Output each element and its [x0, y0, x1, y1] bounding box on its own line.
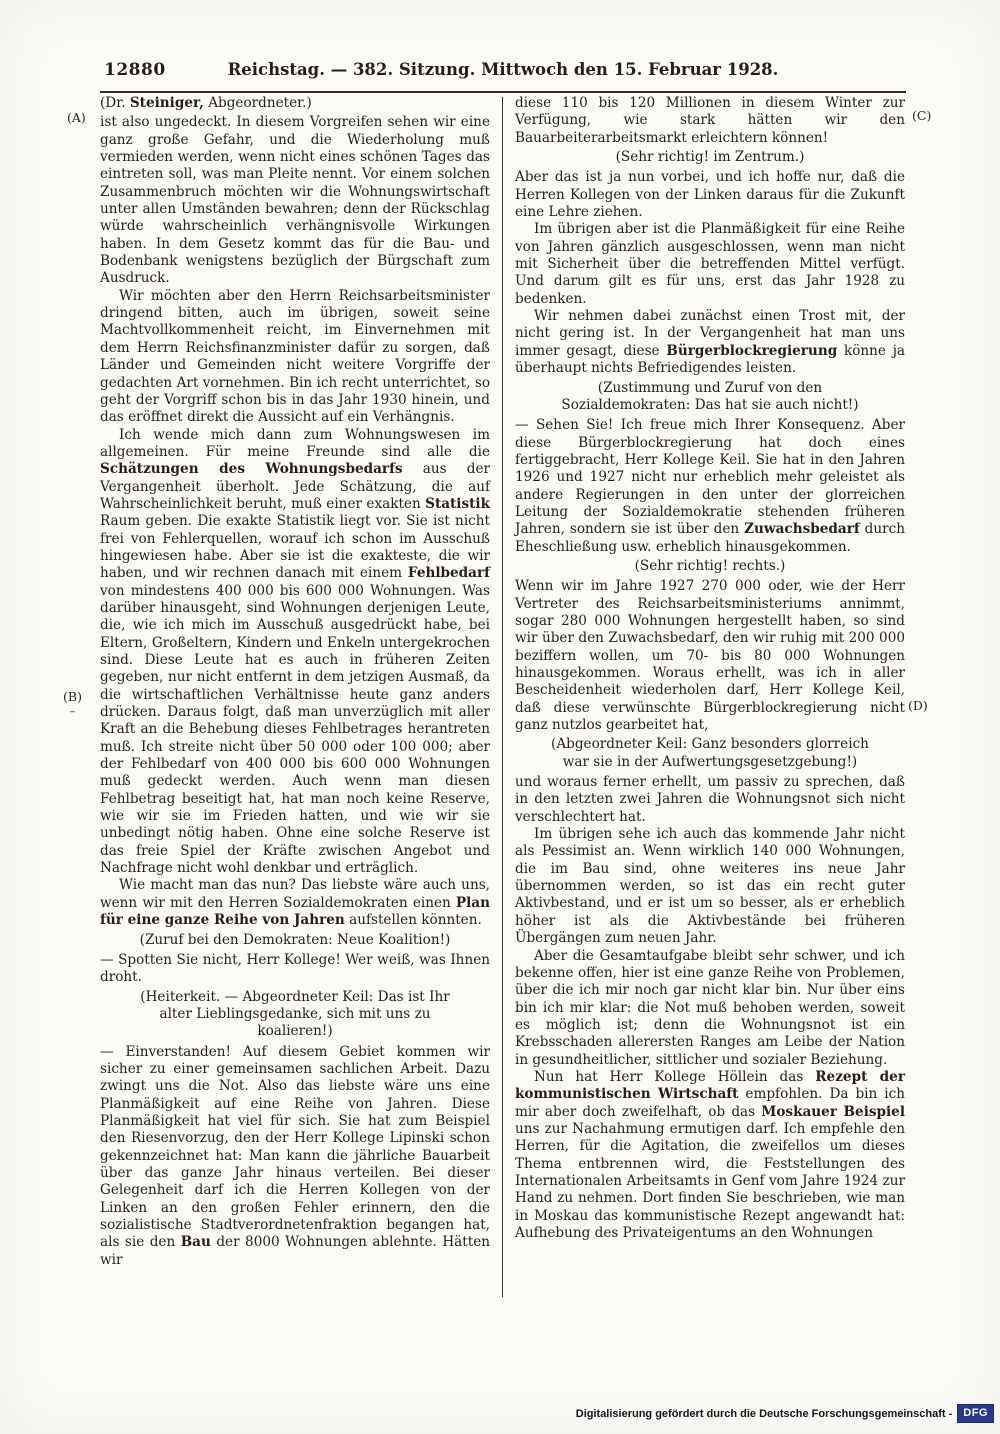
paragraph: Im übrigen sehe ich auch das kommende Jahr nicht als Pessimist an. Wenn wirklich 140 000 Wohnungen, die im Bau sind, ohne weiteres ins neue Jahr übernommen werden, so ist das ein recht guter Aktivbestand, und er ist um so besser, als er erheblich höher ist als die Aktivbestände bei früheren Übergängen zum neuen Jahr. — [515, 826, 905, 947]
margin-label-d: (D) — [908, 698, 928, 713]
interjection: (Heiterkeit. — Abgeordneter Keil: Das ist Ihr alter Lieblingsgedanke, sich mit uns zu koalieren!) — [140, 988, 450, 1040]
paragraph: Nun hat Herr Kollege Höllein das Rezept der kommunistischen Wirtschaft empfohlen. Da bin ich mir aber doch zweifelhaft, ob das Moskauer Beispiel uns zur Nachahmung ermutigen darf. Ich empfehle den Herren, für die Agitation, die zweifellos um dieses Thema entbrennen wird, die Feststellungen des Internationalen Arbeitsamts in Genf vom Jahre 1924 zur Hand zu nehmen. Dort finden Sie beschrieben, wie man in Moskau das kommunistische Rezept angewandt hat: Aufhebung des Privateigentums an den Wohnungen — [515, 1068, 905, 1241]
paragraph: und woraus ferner erhellt, um passiv zu sprechen, daß in den letzten zwei Jahren die Wohnungsnot sich nicht verschlechtert hat. — [515, 774, 905, 825]
dfg-logo: DFG — [957, 1404, 994, 1423]
interjection: (Zuruf bei den Demokraten: Neue Koalition!) — [139, 931, 451, 948]
speaker-line: (Dr. Steiniger, Abgeordneter.) — [100, 95, 312, 111]
margin-label-a: (A) — [67, 110, 86, 125]
paragraph: — Sehen Sie! Ich freue mich Ihrer Konsequenz. Aber diese Bürgerblockregierung hat doch eines fertiggebracht, Herr Kollege Keil. Sie hat in den Jahren 1926 und 1927 nicht nur erheblich mehr geleistet als andere Regierungen in den unter der glorreichen Leitung der Sozialdemokratie stehenden früheren Jahren, sondern sie ist über den Zuwachsbedarf durch Eheschließung usw. erheblich hinausgekommen. — [515, 417, 905, 555]
paragraph: Wie macht man das nun? Das liebste wäre auch uns, wenn wir mit den Herren Sozialdemokraten einen Plan für eine ganze Reihe von Jahren aufstellen könnten. — [100, 877, 490, 929]
interjection: (Sehr richtig! rechts.) — [634, 557, 786, 574]
header-rule — [100, 91, 906, 93]
page-number: 12880 — [104, 60, 166, 80]
paragraph: — Einverstanden! Auf diesem Gebiet kommen wir sicher zu einer gemeinsamen sachlichen Arbeit. Dazu zwingt uns die Not. Also das liebste wäre uns eine Planmäßigkeit auf eine Reihe von Jahren. Diese Planmäßigkeit hat viel für sich. Sie hat zum Beispiel den Riesenvorzug, den der Herr Kollege Lipinski schon gekennzeichnet hat: Man kann die jährliche Bauarbeit über das ganze Jahr hinaus verteilen. Bei dieser Gelegenheit darf ich die Herren Kollegen von der Linken an den großen Fehler erinnern, den die sozialistische Stadtverordnetenfraktion begangen hat, als sie den Bau der 8000 Wohnungen ablehnte. Hätten wir — [100, 1043, 490, 1268]
left-column — [100, 95, 490, 1297]
footer-credit-text: Digitalisierung gefördert durch die Deutsche Forschungsgemeinschaft - — [575, 1407, 953, 1420]
paragraph: Wir nehmen dabei zunächst einen Trost mit, der nicht gering ist. In der Vergangenheit hat man uns immer gesagt, diese Bürgerblockregierung könne ja überhaupt nichts Befriedigendes leisten. — [515, 308, 906, 377]
page-title: Reichstag. — 382. Sitzung. Mittwoch den 15. Februar 1928. — [227, 60, 779, 79]
margin-label-c: (C) — [912, 108, 932, 123]
text-columns — [100, 95, 906, 1297]
interjection: (Abgeordneter Keil: Ganz besonders glorreich war sie in der Aufwertungsgesetzgebung!) — [551, 736, 869, 770]
paragraph: Wir möchten aber den Herrn Reichsarbeitsminister dringend bitten, auch im übrigen, soweit seine Machtvollkommenheit reicht, im Einvernehmen mit dem Herrn Reichsfinanzminister dafür zu sorgen, daß Länder und Gemeinden nicht weitere Vorgriffe der gedachten Art vornehmen. Bin ich recht unterrichtet, so geht der Vorgriff schon bis in das Jahr 1930 hinein, und das eröffnet direkt die Aussicht auf ein Verhängnis. — [100, 287, 490, 426]
page-header — [100, 60, 906, 84]
paragraph: Aber das ist ja nun vorbei, und ich hoffe nur, daß die Herren Kollegen von der Linken daraus für die Zukunft eine Lehre ziehen. — [515, 169, 905, 221]
interjection: (Sehr richtig! im Zentrum.) — [615, 149, 805, 166]
margin-label-b: (B) – — [63, 689, 82, 718]
paragraph: diese 110 bis 120 Millionen in diesem Winter zur Verfügung, wie stark hätten wir den Bauarbeiterarbeitsmarkt erleichtern können! — [515, 95, 905, 146]
paragraph: Im übrigen aber ist die Planmäßigkeit für eine Reihe von Jahren gänzlich ausgeschlossen, wenn man nicht mit Sicherheit über die betreffenden Mittel verfügt. Und darum gilt es für uns, erst das Jahr 1928 zu bedenken. — [515, 221, 905, 307]
interjection: (Zustimmung und Zuruf von den Sozialdemokraten: Das hat sie auch nicht!) — [561, 379, 859, 413]
paragraph: Wenn wir im Jahre 1927 270 000 oder, wie der Herr Vertreter des Reichsarbeitsministeriums annimmt, sogar 280 000 Wohnungen hergestellt haben, so sind wir über den Zuwachsbedarf, den wir ruhig mit 200 000 beziffern wollen, um 70- bis 80 000 Wohnungen hinausgekommen. Woraus erhellt, was ich in aller Bescheidenheit wiederholen darf, Herr Kollege Keil, daß diese verwünschte Bürgerblockregierung nicht ganz nutzlos gearbeitet hat, — [515, 578, 905, 734]
paragraph: Ich wende mich dann zum Wohnungswesen im allgemeinen. Für meine Freunde sind alle die Schätzungen des Wohnungsbedarfs aus der Vergangenheit überholt. Jede Schätzung, die auf Wahrscheinlichkeit beruht, muß einer exakten Statistik Raum geben. Die exakte Statistik liegt vor. Sie ist nicht frei von Fehlerquellen, worauf ich schon im Ausschuß hingewiesen habe. Aber sie ist die exakteste, die wir haben, und wir rechnen danach mit einem Fehlbedarf von mindestens 400 000 bis 600 000 Wohnungen. Was darüber hinausgeht, sind Wohnungen derjenigen Leute, die, wie ich mich im Ausschuß ausgedrückt habe, bei Eltern, Großeltern, Kindern und Enkeln untergekrochen sind. Diese Leute hat es auch in früheren Zeiten gegeben, nur nicht entfernt in dem jetzigen Ausmaß, da die wirtschaftlichen Verhältnisse heute ganz anders drücken. Daraus folgt, daß man unverzüglich mit aller Kraft an die Behebung dieses Fehlbetrages herantreten muß. Ich streite nicht über 50 000 oder 100 000; aber der Fehlbedarf von 400 000 bis 600 000 Wohnungen muß gedeckt werden. Auch wenn man diesen Fehlbetrag beseitigt hat, hat man noch keine Reserve, wie wir sie im Frieden hatten, und wie wir sie unbedingt nötig haben. Ohne eine solche Reserve ist das freie Spiel der Kräfte zwischen Angebot und Nachfrage nicht wohl denkbar und erträglich. — [100, 426, 490, 877]
paragraph: ist also ungedeckt. In diesem Vorgreifen sehen wir eine ganz große Gefahr, und die Wiederholung muß vermieden werden, wenn nicht eines schönen Tages das eintreten soll, was man Pleite nennt. Vor einem solchen Zusammenbruch möchten wir die Wohnungswirtschaft unter allen Umständen bewahren; denn der Rückschlag würde wahrscheinlich verhängnisvolle Wirkungen haben. In dem Gesetz kommt das für die Bau- und Bodenbank wenigstens bezüglich der Bürgschaft zum Ausdruck. — [100, 114, 490, 287]
paragraph: Aber die Gesamtaufgabe bleibt sehr schwer, und ich bekenne offen, hier ist eine ganze Reihe von Problemen, über die ich mir noch gar nicht klar bin. Nur über eins bin ich mir klar: die Not muß behoben werden, soweit es möglich ist; denn die Wohnungsnot ist ein Krebsschaden allerersten Ranges am Leibe der Nation in gesundheitlicher, sittlicher und sozialer Beziehung. — [515, 947, 905, 1068]
right-column — [515, 95, 905, 1297]
margin-mark: – — [69, 705, 76, 718]
column-divider — [502, 97, 503, 1297]
digitization-footer — [576, 1404, 994, 1423]
paragraph: — Spotten Sie nicht, Herr Kollege! Wer weiß, was Ihnen droht. — [100, 951, 490, 986]
